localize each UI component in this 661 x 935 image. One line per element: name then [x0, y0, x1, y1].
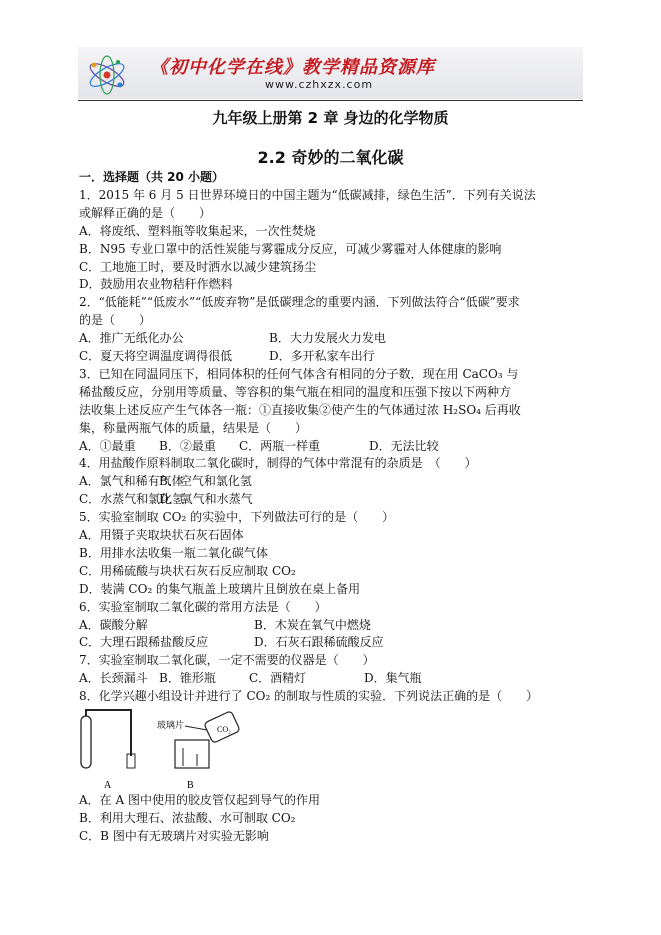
option-B[interactable]: D．多开私家车出行 [269, 349, 375, 364]
question-1-options [79, 276, 589, 294]
question-8-options [79, 810, 589, 828]
question-3-text: 集，称量两瓶气体的质量，结果是（ ） [79, 420, 308, 435]
glass-plate [185, 726, 207, 730]
question-4-options [79, 473, 589, 491]
glass-label: 玻璃片 [157, 721, 185, 732]
question-1-text: 或解释正确的是（ ） [79, 205, 212, 220]
option-A[interactable]: A．在 A 图中使用的胶皮管仅起到导气的作用 [79, 793, 320, 808]
question-5-options [79, 563, 589, 581]
option-D[interactable]: D．无法比较 [369, 438, 439, 453]
option-A[interactable]: A．长颈漏斗 [79, 671, 148, 686]
option-B[interactable]: B．锥形瓶 [159, 671, 216, 686]
question-8-options [79, 828, 589, 846]
option-A[interactable]: D．装满 CO₂ 的集气瓶盖上玻璃片且倒放在桌上备用 [79, 581, 361, 596]
option-A[interactable]: A．推广无纸化办公 [79, 331, 184, 346]
question-3-text: 稀盐酸反应，分别用等质量、等容积的集气瓶在相同的温度和压强下按以下两种方 [79, 384, 512, 399]
option-A[interactable]: A．①最重 [79, 438, 136, 453]
question-1-options [79, 223, 589, 241]
option-A[interactable]: C．用稀硫酸与块状石灰石反应制取 CO₂ [79, 563, 296, 578]
question-1-options [79, 259, 589, 277]
question-1-text: 1．2015 年 6 月 5 日世界环境日的中国主题为“低碳减排，绿色生活”．下列有关说法 [79, 187, 536, 202]
option-A[interactable]: C．夏天将空调温度调得很低 [79, 349, 233, 364]
question-8-text: 8．化学兴趣小组设计并进行了 CO₂ 的制取与性质的实验．下列说法正确的是（ ） [79, 689, 539, 704]
question-7-text: 7．实验室制取二氧化碳，一定不需要的仪器是（ ） [79, 653, 375, 668]
question-2-options [79, 348, 589, 366]
question-list [79, 169, 589, 846]
receiver-a [127, 754, 135, 768]
option-B[interactable]: D．氧气和水蒸气 [159, 492, 253, 507]
page-title: 九年级上册第 2 章 身边的化学物质 [212, 109, 449, 127]
question-8-options [79, 792, 589, 810]
option-A[interactable]: A．碳酸分解 [79, 617, 148, 632]
question-2-text: 2．“低能耗”“低废水”“低废弃物”是低碳理念的重要内涵．下列做法符合“低碳”要求 [79, 295, 520, 310]
option-C[interactable]: C．两瓶一样重 [239, 438, 321, 453]
option-B[interactable]: B．木炭在氧气中燃烧 [254, 617, 371, 632]
option-A[interactable]: B．N95 专业口罩中的活性炭能与雾霾成分反应，可减少雾霾对人体健康的影响 [79, 241, 502, 256]
option-B[interactable]: B．大力发展火力发电 [269, 331, 386, 346]
option-A[interactable]: B．用排水法收集一瓶二氧化碳气体 [79, 545, 268, 560]
option-A[interactable]: A．用镊子夹取块状石灰石固体 [79, 528, 244, 543]
option-B[interactable]: B．空气和氯化氢 [159, 474, 252, 489]
question-3-text: 法收集上述反应产生气体各一瓶：①直接收集②使产生的气体通过浓 H₂SO₄ 后再收 [79, 402, 521, 417]
question-5-options [79, 581, 589, 599]
header-divider [78, 100, 583, 101]
option-A[interactable]: A．氯气和稀有气体 [79, 474, 184, 489]
question-5-text: 5．实验室制取 CO₂ 的实验中，下列做法可行的是（ ） [79, 510, 395, 525]
option-B[interactable]: B．②最重 [159, 438, 216, 453]
question-2-options [79, 330, 589, 348]
question-4-options [79, 491, 589, 509]
question-6-options [79, 617, 589, 635]
apparatus-diagram [79, 708, 279, 792]
question-1-options [79, 241, 589, 259]
test-tube-a [81, 716, 91, 768]
apparatus-figure [79, 706, 589, 792]
delivery-tube-a [86, 710, 131, 756]
option-D[interactable]: D．集气瓶 [364, 671, 422, 686]
option-B[interactable]: D．石灰石跟稀硫酸反应 [254, 635, 384, 650]
banner-title: 《初中化学在线》教学精品资源库 [150, 57, 435, 78]
question-3-text: 3．已知在同温同压下，相同体积的任何气体含有相同的分子数．现在用 CaCO₃ 与 [79, 366, 519, 381]
beaker-b [175, 740, 209, 768]
option-A[interactable]: C．B 图中有无玻璃片对实验无影响 [79, 828, 269, 843]
option-A[interactable]: C．大理石跟稀盐酸反应 [79, 635, 209, 650]
question-6-text: 6．实验室制取二氧化碳的常用方法是（ ） [79, 599, 327, 614]
section-heading: 一．选择题（共 20 小题） [79, 170, 225, 184]
section-title: 2.2 奇妙的二氧化碳 [257, 148, 404, 167]
question-7-options [79, 670, 589, 688]
question-3-options [79, 438, 589, 456]
option-A[interactable]: D．鼓励用农业物秸秆作燃料 [79, 277, 233, 292]
question-5-options [79, 545, 589, 563]
figure-label-a: A [104, 780, 112, 792]
option-C[interactable]: C．酒精灯 [249, 671, 307, 686]
question-5-options [79, 527, 589, 545]
question-6-options [79, 634, 589, 652]
banner-url: www.czhxzx.com [265, 78, 374, 91]
option-A[interactable]: C．工地施工时，要及时洒水以减少建筑扬尘 [79, 259, 317, 274]
option-A[interactable]: C．水蒸气和氯化氢 [79, 492, 185, 507]
molecule-logo-icon [84, 52, 130, 98]
bottle-label: CO₂ [217, 725, 231, 735]
figure-label-b: B [187, 780, 194, 792]
question-2-text: 的是（ ） [79, 313, 152, 328]
question-4-text: 4．用盐酸作原料制取二氧化碳时，制得的气体中常混有的杂质是 （ ） [79, 456, 477, 471]
option-A[interactable]: B．利用大理石、浓盐酸、水可制取 CO₂ [79, 810, 296, 825]
option-A[interactable]: A．将废纸、塑料瓶等收集起来，一次性焚烧 [79, 223, 316, 238]
